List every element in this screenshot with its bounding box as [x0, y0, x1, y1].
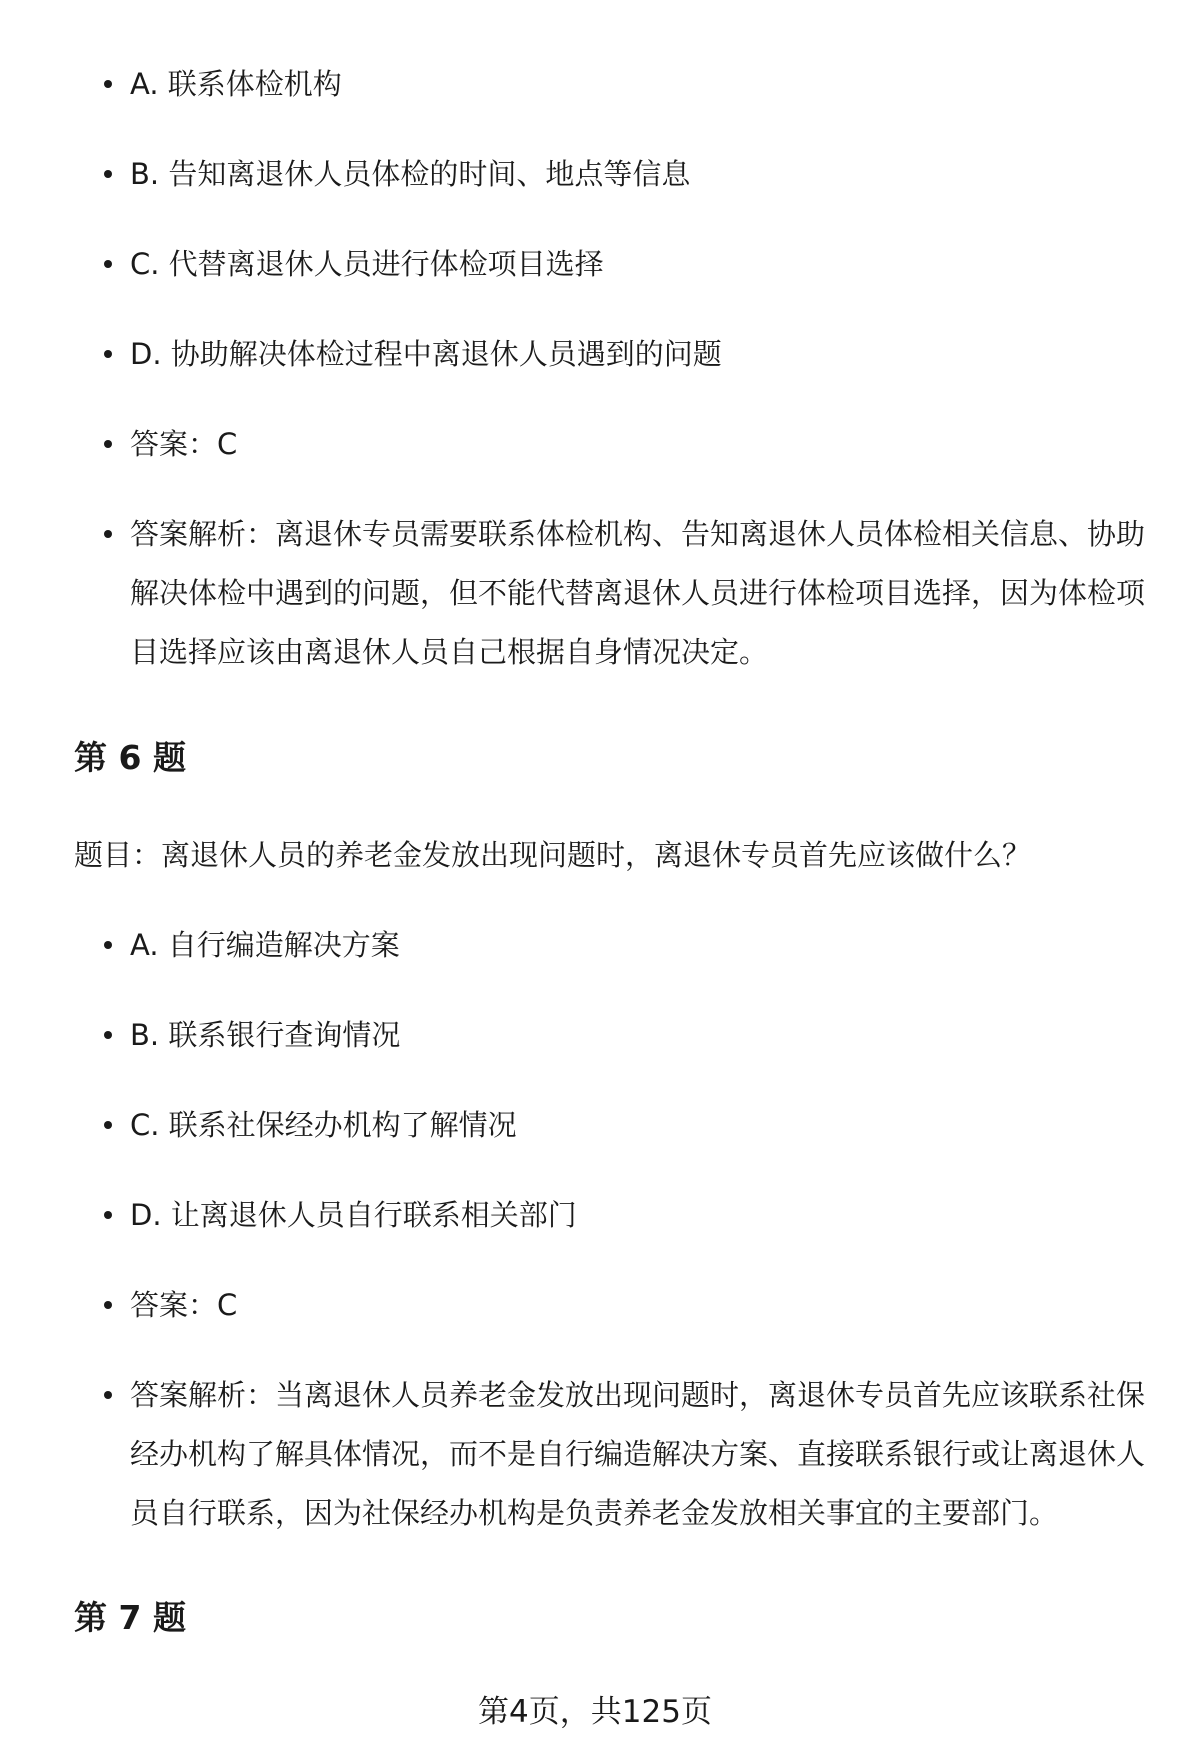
q5-option-a: A. 联系体检机构 [0, 55, 1190, 114]
q6-heading: 第 6 题 [74, 738, 186, 777]
q5-options-list [0, 55, 1190, 682]
q5-option-b: B. 告知离退休人员体检的时间、地点等信息 [0, 145, 1190, 204]
q5-option-c: C. 代替离退休人员进行体检项目选择 [0, 235, 1190, 294]
page-footer: 第4页，共125页 [478, 1694, 712, 1730]
q5-answer: 答案：C [0, 415, 1190, 474]
q6-answer: 答案：C [0, 1276, 1190, 1335]
q6-question: 题目：离退休人员的养老金发放出现问题时，离退休专员首先应该做什么？ [74, 838, 1032, 872]
q6-option-c: C. 联系社保经办机构了解情况 [0, 1096, 1190, 1155]
q6-option-d: D. 让离退休人员自行联系相关部门 [0, 1186, 1190, 1245]
q6-analysis: 答案解析：当离退休人员养老金发放出现问题时，离退休专员首先应该联系社保经办机构了解具体情况，而不是自行编造解决方案、直接联系银行或让离退休人员自行联系，因为社保经办机构是负责养老金发放相关事宜的主要部门。 [0, 1366, 1190, 1543]
q5-analysis: 答案解析：离退休专员需要联系体检机构、告知离退休人员体检相关信息、协助解决体检中遇到的问题，但不能代替离退休人员进行体检项目选择，因为体检项目选择应该由离退休人员自己根据自身情况决定。 [0, 505, 1190, 682]
q6-option-a: A. 自行编造解决方案 [0, 916, 1190, 975]
q6-options-list [0, 916, 1190, 1543]
q6-option-b: B. 联系银行查询情况 [0, 1006, 1190, 1065]
q7-heading: 第 7 题 [74, 1598, 186, 1637]
q5-option-d: D. 协助解决体检过程中离退休人员遇到的问题 [0, 325, 1190, 384]
